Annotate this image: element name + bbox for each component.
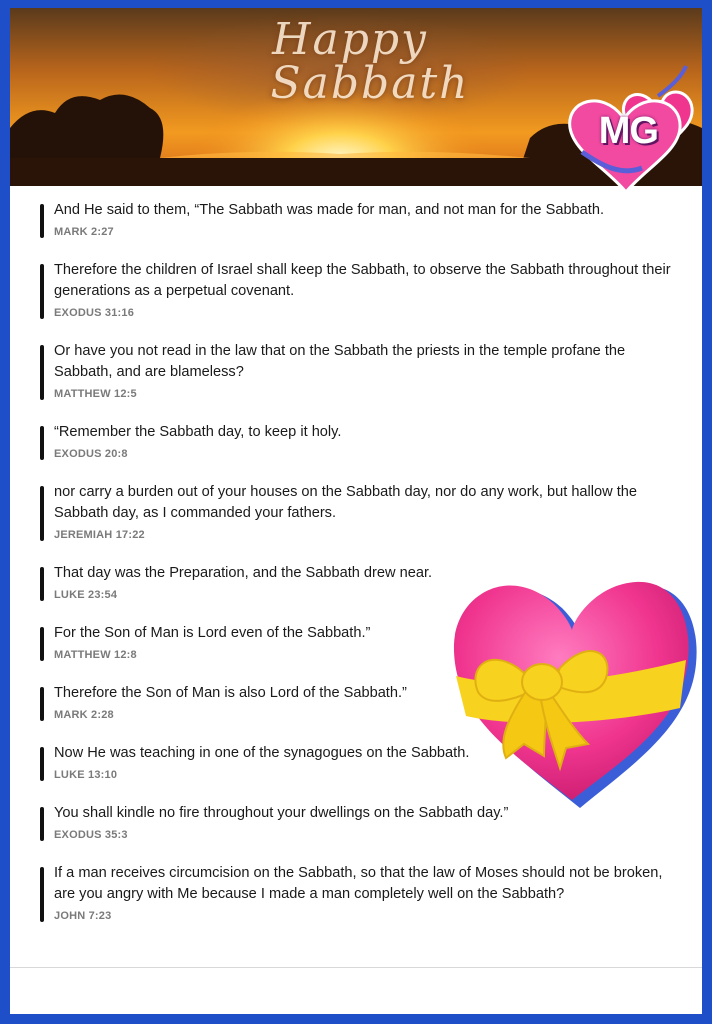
verse-text: Or have you not read in the law that on the Sabbath the priests in the temple profane the Sabbath, and are blameless? xyxy=(54,343,626,380)
verse-item xyxy=(40,863,674,922)
banner-title-line1: Happy xyxy=(272,14,428,65)
verse-bar xyxy=(40,486,44,541)
verse-text: You shall kindle no fire throughout your dwellings on the Sabbath day.” xyxy=(54,805,509,821)
verse-bar xyxy=(40,867,44,922)
verse-bar xyxy=(40,345,44,400)
verse-bar xyxy=(40,747,44,781)
verse-text: That day was the Preparation, and the Sabbath drew near. xyxy=(54,565,433,581)
verse-reference: EXODUS 20:8 xyxy=(54,448,128,460)
verse-reference: LUKE 23:54 xyxy=(54,589,118,601)
verse-bar xyxy=(40,687,44,721)
verse-item xyxy=(40,200,674,238)
verse-reference: LUKE 13:10 xyxy=(54,769,118,781)
verse-bar xyxy=(40,204,44,238)
bottom-bar xyxy=(10,967,702,1014)
verse-bar xyxy=(40,426,44,460)
verse-bar xyxy=(40,264,44,319)
content-panel xyxy=(10,8,702,1014)
heart-with-ribbon-icon xyxy=(448,568,700,818)
verse-reference: MATTHEW 12:8 xyxy=(54,649,137,661)
verse-bar xyxy=(40,627,44,661)
verse-text: For the Son of Man is Lord even of the Sabbath.” xyxy=(54,625,371,641)
verse-reference: EXODUS 35:3 xyxy=(54,829,128,841)
verse-text: nor carry a burden out of your houses on the Sabbath day, nor do any work, but hallow the Sabbath day, as I commanded your fathers. xyxy=(54,484,638,521)
verse-reference: MATTHEW 12:5 xyxy=(54,388,137,400)
verse-item xyxy=(40,341,674,400)
verse-text: If a man receives circumcision on the Sabbath, so that the law of Moses should not be broken, are you angry with Me because I made a man completely well on the Sabbath? xyxy=(54,865,663,902)
verse-bar xyxy=(40,567,44,601)
verse-bar xyxy=(40,807,44,841)
verse-text: Therefore the children of Israel shall keep the Sabbath, to observe the Sabbath throughout their generations as a perpetual covenant. xyxy=(54,262,671,299)
verse-reference: MARK 2:28 xyxy=(54,709,114,721)
verse-item xyxy=(40,422,674,460)
banner-title-line2: Sabbath xyxy=(270,58,470,109)
banner-title xyxy=(150,14,550,109)
verse-item xyxy=(40,260,674,319)
verse-text: Therefore the Son of Man is also Lord of the Sabbath.” xyxy=(54,685,407,701)
verse-text: Now He was teaching in one of the synagogues on the Sabbath. xyxy=(54,745,470,761)
verse-reference: JEREMIAH 17:22 xyxy=(54,529,145,541)
verse-text: And He said to them, “The Sabbath was made for man, and not man for the Sabbath. xyxy=(54,202,605,218)
verse-text: “Remember the Sabbath day, to keep it holy. xyxy=(54,424,342,440)
verse-item xyxy=(40,482,674,541)
verse-reference: JOHN 7:23 xyxy=(54,910,112,922)
verse-reference: EXODUS 31:16 xyxy=(54,307,135,319)
logo-text: MG xyxy=(598,110,658,152)
verse-reference: MARK 2:27 xyxy=(54,226,114,238)
